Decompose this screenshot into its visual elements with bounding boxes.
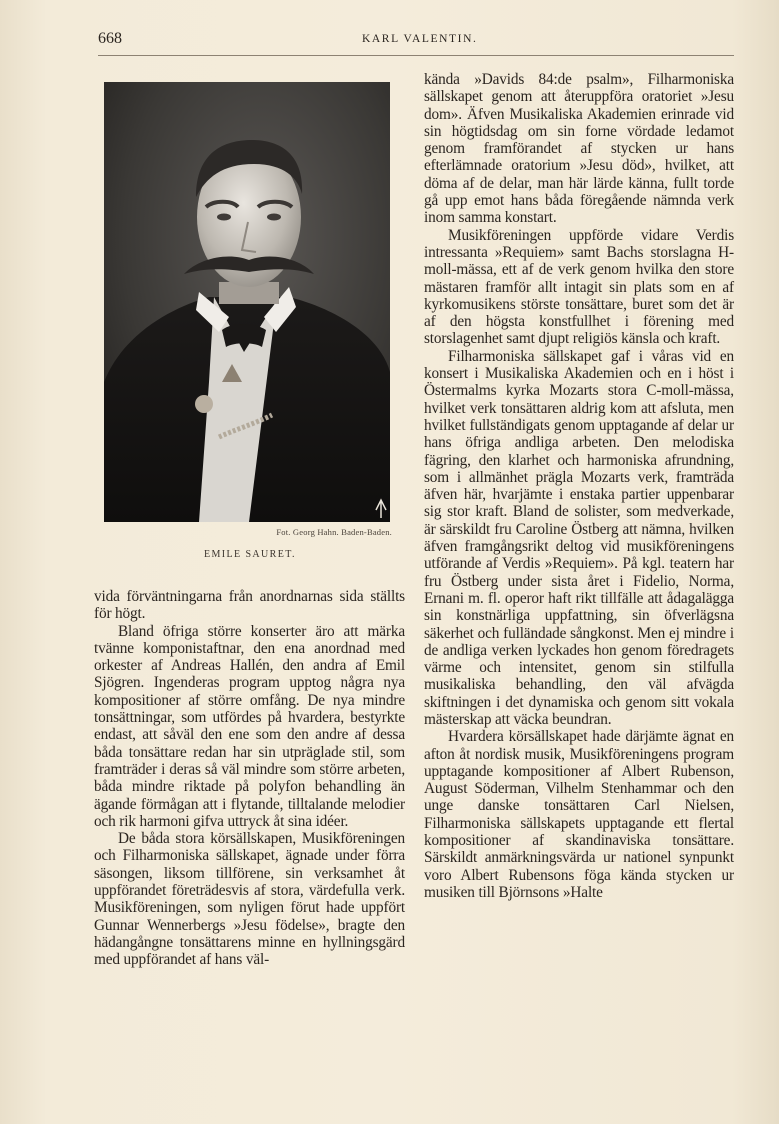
paragraph: Bland öfriga större konserter äro att märka tvänne komponistaftnar, den ena anordnad med orkester af Andreas Hallén, den andra af Emil Sjögren. Ingenderas program upptog några nya kompositioner af större omfång. De nya mindre tonsättningar, som utfördes på hvardera, bestyrkte endast, att såväl den ene som den andre af dessa båda tonsättare redan har sin utpräglade stil, som framträder i deras så väl mindre som större arbeten, båda mindre riktade på polyfon behandling än ägande förmågan att i flytande, tilltalande melodier och rik harmoni gifva uttryck åt sina idéer. [94, 622, 405, 830]
page-header [98, 30, 734, 54]
right-text-column [424, 71, 734, 901]
running-title: KARL VALENTIN. [362, 33, 478, 45]
page-number: 668 [98, 30, 122, 47]
portrait-photo [104, 82, 390, 522]
figure-caption: EMILE SAURET. [204, 549, 296, 560]
photo-credit: Fot. Georg Hahn. Baden-Baden. [276, 527, 392, 537]
left-text-column [94, 588, 405, 969]
header-rule [98, 55, 734, 56]
paragraph: vida förväntningarna från anordnarnas sida ställts för högt. [94, 588, 405, 623]
paragraph: Filharmoniska sällskapet gaf i våras vid en konsert i Musikaliska Akademien och en i höst i Östermalms kyrka Mozarts stora C-moll-mässa, hvilket verk tonsättaren aldrig kom att afsluta, men hvilket fullständigats genom upptagande af delar ur hans öfriga andliga arbeten. Den melodiska fägring, den klarhet och harmoniska afrundning, som i allmänhet prägla Mozarts verk, framträda äfven här, hvarjämte i enstaka partier uppenbarar sig stor kraft. Bland de solister, som medverkade, är särskildt fru Caroline Östberg att nämna, hvilken äfven framgångsrikt deltog vid musikföreningens utförande af Verdis »Requiem». På kgl. teatern har fru Östberg under sista året i Fidelio, Norma, Ernani m. fl. operor haft rikt tillfälle att ådagalägga sin konstnärliga uppfattning, sin öfverlägsna säkerhet och fulländade sångkonst. Men ej mindre i de andliga verken lyckades hon genom föredragets värme och intensitet, genom sin stilfulla musikaliska behandling, den väl afvägda skiftningen i det dynamiska och genom sitt vokala mästerskap att väcka beundran. [424, 347, 734, 728]
paragraph: kända »Davids 84:de psalm», Filharmoniska sällskapet genom att återuppföra oratoriet »Jesu dom». Äfven Musikaliska Akademien erinrade vid sin högtidsdag om sin forne vördade ledamot genom framförandet af stycken ur hans efterlämnade oratorium »Jesu död», hvilket, att döma af de delar, man här lärde känna, fullt torde gå upp emot hans båda föregående nämnda verk inom samma konstart. [424, 71, 734, 227]
paragraph: De båda stora körsällskapen, Musikföreningen och Filharmoniska sällskapet, ägnade under förra säsongen, liksom tillförene, sin verksamhet åt uppförandet företrädesvis af stora, värdefulla verk. Musikföreningen, som nyligen förut hade uppfört Gunnar Wennerbergs »Jesu födelse», bragte den hädangångne tonsättarens minne en hyllningsgärd med uppförandet af hans väl- [94, 830, 405, 969]
portrait-illustration [104, 82, 390, 522]
paragraph: Hvardera körsällskapet hade därjämte ägnat en afton åt nordisk musik, Musikföreningens program upptagande kompositioner af Albert Rubenson, August Söderman, Vilhelm Stenhammar och den unge danske tonsättaren Carl Nielsen, Filharmoniska sällskapets upptagande ett flertal kompositioner af skandinaviska tonsättare. Särskildt anmärkningsvärda ur nationel synpunkt voro Albert Rubensons föga kända stycken ur musiken till Björnsons »Halte [424, 728, 734, 901]
paragraph: Musikföreningen uppförde vidare Verdis intressanta »Requiem» samt Bachs storslagna H-moll-mässa, ett af de verk genom hvilka den store mästaren framför allt intagit sin plats som en af kyrkomusikens störste tonsättare, buret som det är af den högsta konstfullhet i förening med storslagenhet samt djupt religiös känsla och kraft. [424, 226, 734, 348]
